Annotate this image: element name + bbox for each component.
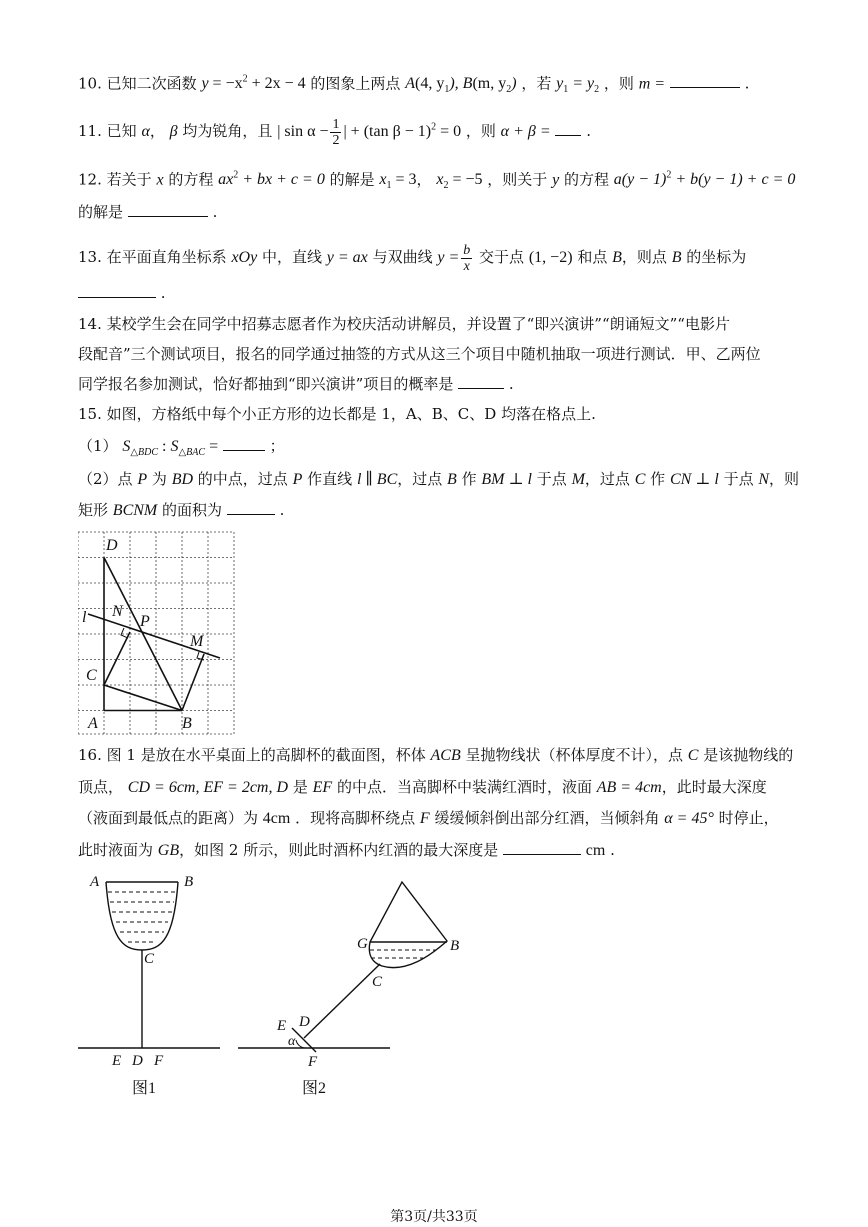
- text: ，则: [465, 122, 496, 141]
- label-D: D: [106, 537, 118, 554]
- math: GB: [157, 842, 180, 859]
- label-M: M: [190, 633, 204, 650]
- math: $x_1 = 3$: [379, 171, 417, 192]
- figure-1-caption: 图1: [132, 1080, 157, 1097]
- text: （1）: [78, 437, 118, 455]
- label-l: l: [82, 609, 87, 626]
- stem-CD-tilted: [304, 964, 380, 1038]
- math: $y = -x^2 + 2x - 4$: [201, 74, 306, 93]
- text: 作: [650, 470, 666, 488]
- label-E: E: [277, 1018, 287, 1034]
- math: P: [292, 471, 303, 488]
- text: 缓缓倾斜倒出部分红酒，当倾斜角: [434, 809, 660, 827]
- label-G: G: [357, 936, 368, 952]
- math: y = $\frac{b}{x}$: [437, 243, 471, 274]
- question-14-line-2: 段配音”三个测试项目，报名的同学通过抽签的方式从这三个项目中随机抽取一项进行测试．甲、乙两位: [78, 345, 761, 363]
- text: ，过点: [397, 470, 443, 488]
- text: 的坐标为: [686, 248, 747, 267]
- math: $a(y - 1)^2 + b(y - 1) + c = 0$: [613, 170, 796, 189]
- text: 若关于: [106, 170, 152, 189]
- text: ，若: [521, 74, 552, 93]
- text: .: [212, 203, 218, 221]
- math: C: [634, 471, 646, 488]
- math: AB = 4cm: [596, 779, 662, 796]
- math: y: [552, 171, 560, 189]
- label-D: D: [132, 1053, 143, 1069]
- label-B: B: [184, 874, 194, 890]
- page-footer: 第3页/共33页: [390, 1209, 478, 1225]
- figure-1-goblet: [70, 868, 230, 1098]
- text: ；: [269, 437, 285, 455]
- math: B: [447, 471, 457, 488]
- text: ，则关于: [487, 170, 548, 189]
- math: C: [687, 747, 699, 764]
- math: BD: [171, 471, 194, 488]
- math: y = ax: [326, 249, 368, 267]
- text: ，过点: [584, 470, 630, 488]
- question-13: [78, 243, 746, 274]
- math: α = 45°: [664, 810, 714, 827]
- label-A: A: [90, 874, 100, 890]
- text: .: [508, 375, 514, 393]
- label-B: B: [450, 938, 460, 954]
- text: 的图象上两点: [310, 74, 401, 93]
- math: $S_{\triangle BDC}$ : $S_{\triangle BAC}$ =: [122, 438, 219, 459]
- text: ，: [149, 122, 165, 141]
- math: CD = 6cm, EF = 2cm, D: [127, 779, 289, 796]
- figure-2-goblet: [230, 868, 480, 1098]
- question-number: 11.: [78, 122, 102, 141]
- text: 的方程: [168, 170, 214, 189]
- math: (1, −2): [528, 249, 573, 267]
- label-F: F: [154, 1053, 164, 1069]
- question-13-cont: [78, 283, 166, 303]
- answer-blank[interactable]: [78, 283, 156, 298]
- math: BM ⊥ l: [481, 471, 532, 488]
- label-P: P: [140, 613, 150, 630]
- math: A(4, $y_1$), B(m, $y_2$): [405, 75, 517, 96]
- text: （液面到最低点的距离）为: [78, 809, 259, 827]
- question-12: [78, 166, 795, 197]
- math: CN ⊥ l: [669, 471, 719, 488]
- text: ．现将高脚杯绕点: [295, 809, 416, 827]
- text: ，此时最大深度: [661, 778, 767, 796]
- question-number: 12.: [78, 170, 102, 189]
- angle-arc-alpha: [296, 1040, 305, 1048]
- math: x: [156, 171, 164, 189]
- text: 呈抛物线状（杯体厚度不计），点: [465, 746, 684, 764]
- question-11: [78, 117, 591, 148]
- math: 4cm: [262, 810, 291, 827]
- label-F: F: [308, 1054, 318, 1070]
- math: cm: [585, 842, 606, 859]
- text: ，则: [769, 470, 800, 488]
- question-15-line-1: 15. 如图，方格纸中每个小正方形的边长都是 1，A、B、C、D 均落在格点上.: [78, 405, 596, 423]
- question-15-part-1: [78, 436, 285, 463]
- text: 的中点．当高脚杯中装满红酒时，液面: [336, 778, 592, 796]
- question-15-part-2-cont: [78, 500, 284, 521]
- text: 的方程: [563, 170, 609, 189]
- label-A: A: [88, 715, 98, 732]
- question-14-line-1: 14. 某校学生会在同学中招募志愿者作为校庆活动讲解员，并设置了“即兴演讲”“朗诵短文”“电影片: [78, 315, 730, 333]
- label-E: E: [112, 1053, 122, 1069]
- answer-blank[interactable]: [223, 436, 265, 451]
- math: | sin α − $\frac{1}{2}$ | + (tan β − 1)$^2$ = 0: [277, 117, 462, 148]
- label-N: N: [112, 603, 123, 620]
- label-alpha: α: [288, 1034, 296, 1049]
- text: 16. 图 1 是放在水平桌面上的高脚杯的截面图，杯体: [78, 746, 426, 764]
- question-16-line-4: [78, 840, 615, 861]
- answer-blank[interactable]: [555, 121, 581, 136]
- text: 于点: [536, 470, 567, 488]
- text: 与双曲线: [372, 248, 433, 267]
- math: P: [137, 471, 148, 488]
- question-12-cont: [78, 202, 217, 222]
- text: 交于点: [479, 248, 525, 267]
- text: ，则: [603, 74, 634, 93]
- text: 在平面直角坐标系: [106, 248, 227, 267]
- math: F: [419, 810, 430, 827]
- text: 是该抛物线的: [703, 746, 794, 764]
- math: $y_1 = y_2$: [556, 75, 600, 96]
- grid-figure: [78, 530, 238, 736]
- question-14-line-3: [78, 374, 514, 394]
- answer-blank[interactable]: [503, 840, 581, 855]
- label-C: C: [372, 974, 383, 990]
- grid-lines: [78, 532, 234, 734]
- text: 的面积为: [162, 501, 223, 519]
- question-15-part-2: [78, 469, 799, 490]
- question-16-line-3: [78, 808, 779, 829]
- math: xOy: [231, 249, 258, 267]
- label-C: C: [144, 951, 155, 967]
- text: 中，直线: [261, 248, 322, 267]
- math: N: [758, 471, 770, 488]
- text: .: [586, 122, 591, 141]
- math: M: [571, 471, 585, 488]
- question-16-line-2: [78, 777, 767, 798]
- text: 和点: [577, 248, 608, 267]
- text: 的解是: [329, 170, 375, 189]
- segment-BM: [182, 654, 204, 711]
- answer-blank[interactable]: [670, 73, 740, 88]
- label-C: C: [86, 667, 97, 684]
- label-B: B: [182, 715, 192, 732]
- text: 的中点，过点: [197, 470, 288, 488]
- text: 为: [151, 470, 167, 488]
- text: .: [160, 284, 166, 302]
- math: ACB: [430, 747, 461, 764]
- text: 矩形: [78, 501, 109, 519]
- wine-hatching: [108, 892, 176, 942]
- text: 此时液面为: [78, 841, 154, 859]
- segment-CN: [104, 632, 130, 685]
- math: β: [169, 123, 178, 141]
- math: $ax^2$ + bx + c = 0: [218, 170, 325, 189]
- cup-body-tilted: [369, 882, 447, 968]
- text: .: [279, 501, 285, 519]
- question-number: 10.: [78, 74, 102, 93]
- text: 同学报名参加测试，恰好都抽到“即兴演讲”项目的概率是: [78, 375, 454, 393]
- question-16-line-1: [78, 745, 793, 766]
- math: $x_2 = -5$: [436, 171, 483, 192]
- answer-blank[interactable]: [227, 500, 275, 515]
- text: ，: [416, 170, 432, 189]
- text: 已知: [106, 122, 137, 141]
- math: EF: [312, 779, 333, 796]
- math: B: [612, 249, 622, 267]
- text: 的解是: [78, 203, 124, 221]
- math: α + β =: [500, 123, 551, 141]
- text: 作直线: [307, 470, 353, 488]
- text: 均为锐角，且: [182, 122, 273, 141]
- math: l ∥ BC: [356, 471, 398, 488]
- text: （2）点: [78, 470, 133, 488]
- question-10: [78, 70, 749, 101]
- math: m =: [638, 75, 666, 93]
- answer-blank[interactable]: [128, 202, 208, 217]
- text: 时停止，: [718, 809, 779, 827]
- question-number: 13.: [78, 248, 102, 267]
- figure-2-caption: 图2: [302, 1080, 327, 1097]
- text: 作: [461, 470, 477, 488]
- text: 是: [292, 778, 308, 796]
- text: 于点: [723, 470, 754, 488]
- text: ，则点: [621, 248, 667, 267]
- math: BCNM: [112, 502, 158, 519]
- label-D: D: [299, 1014, 310, 1030]
- math: α: [141, 123, 150, 141]
- text: .: [610, 841, 615, 859]
- math: B: [671, 249, 682, 267]
- answer-blank[interactable]: [458, 374, 504, 389]
- text: 顶点，: [78, 778, 124, 796]
- text: 已知二次函数: [106, 74, 197, 93]
- text: ，如图 2 所示，则此时酒杯内红酒的最大深度是: [179, 841, 499, 859]
- text: .: [744, 74, 750, 93]
